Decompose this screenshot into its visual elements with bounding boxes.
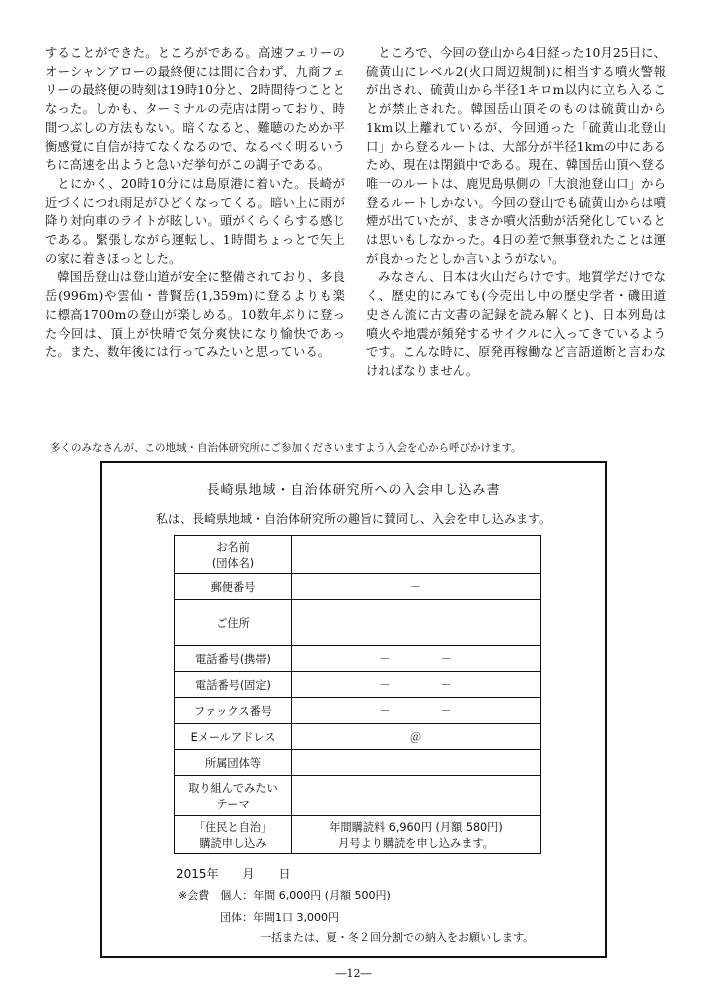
article-paragraph: とにかく、20時10分には島原港に着いた。長崎が近づくにつれ雨足がひどくなってくる。暗い上に雨が降り対向車のライトが眩しい。頭がくらくらする感じである。緊張しながら運転し、1時間ちょっとで矢上の家に着きほっとした。 <box>45 176 345 266</box>
affiliation-label: 所属団体等 <box>175 750 292 776</box>
theme-field[interactable] <box>292 776 541 816</box>
membership-call-to-action: 多くのみなさんが、この地域・自治体研究所にご参加くださいますよう入会を心から呼びかけます。 <box>50 442 522 454</box>
address-field[interactable] <box>292 600 541 646</box>
article-paragraph: 韓国岳登山は登山道が安全に整備されており、多良岳(996m)や雲仙・普賢岳(1,359m)に登るよりも楽に標高1700mの登山が楽しめる。10数年ぶりに登った今回は、頂上が快晴で気分爽快になり愉快であった。また、数年後には行ってみたいと思っている。 <box>45 270 345 360</box>
theme-label: 取り組んでみたい テーマ <box>175 776 292 816</box>
address-label: ご住所 <box>175 600 292 646</box>
postal-code-field[interactable]: － <box>292 574 541 600</box>
article-paragraph: することができた。ところがである。高速フェリーのオーシャンアローの最終便には間に合わず、九商フェリーの最終便の時刻は19時10分と、2時間待つこととなった。しかも、ターミナルの売店は閉っており、時間つぶしの方法もない。暗くなると、難聴のためか平衡感覚に自信が持てなくなるので、なるべく明るいうちに高速を出ようと急いだ挙句がこの調子である。 <box>45 46 345 173</box>
table-row <box>175 646 541 672</box>
article-paragraph: ところで、今回の登山から4日経った10月25日に、硫黄山にレベル2(火口周辺規制)に相当する噴火警報が出され、硫黄山から半径1キロm以内に立ち入ることが禁止された。韓国岳山頂そのものは硫黄山から1km以上離れているが、今回通った「硫黄山北登山口」から登るルートは、大部分が半径1kmの中にあるため、現在は閉鎖中である。現在、韓国岳山頂へ登る唯一のルートは、鹿児島県側の「大浪池登山口」から登るルートしかない。今回の登山でも硫黄山からは噴煙が出ていたが、まさか噴火活動が活発化しているとは思いもしなかった。4日の差で無事登れたことは運が良かったとしか言いようがない。 <box>366 46 666 266</box>
table-row <box>175 750 541 776</box>
fee-payment-note: 一括または、夏・冬２回分割での納入をお願いします。 <box>260 931 535 944</box>
application-table <box>174 535 541 854</box>
article-right-column <box>366 44 666 381</box>
article-left-column <box>45 44 345 362</box>
fax-label: ファックス番号 <box>175 698 292 724</box>
affiliation-field[interactable] <box>292 750 541 776</box>
table-row <box>175 574 541 600</box>
name-field[interactable] <box>292 536 541 574</box>
email-label: Eメールアドレス <box>175 724 292 750</box>
mobile-phone-field[interactable]: － － <box>292 646 541 672</box>
fee-individual: ※会費 個人：年間 6,000円 (月額 500円) <box>178 889 391 902</box>
form-title: 長崎県地域・自治体研究所への入会申し込み書 <box>206 483 501 498</box>
form-intro: 私は、長崎県地域・自治体研究所の趣旨に賛同し、入会を申し込みます。 <box>155 512 552 526</box>
application-date: 2015年 月 日 <box>176 867 291 881</box>
mobile-phone-label: 電話番号(携帯) <box>175 646 292 672</box>
landline-phone-label: 電話番号(固定) <box>175 672 292 698</box>
email-field[interactable]: ＠ <box>292 724 541 750</box>
fax-field[interactable]: － － <box>292 698 541 724</box>
table-row <box>175 600 541 646</box>
article-paragraph: みなさん、日本は火山だらけです。地質学だけでなく、歴史的にみても(今売出し中の歴史学者・磯田道史さん流に古文書の記録を読み解くと)、日本列島は噴火や地震が頻発するサイクルに入ってきているようです。こんな時に、原発再稼働など言語道断と言わなければなりません。 <box>366 270 666 378</box>
page-number: ―12― <box>335 967 372 980</box>
subscription-field[interactable]: 年間購読料 6,960円 (月額 580円) 月号より購読を申し込みます。 <box>292 816 541 854</box>
landline-phone-field[interactable]: － － <box>292 672 541 698</box>
membership-application-form <box>100 461 607 958</box>
table-row <box>175 724 541 750</box>
table-row <box>175 776 541 816</box>
fee-group: 団体：年間1口 3,000円 <box>220 911 339 924</box>
table-row <box>175 536 541 574</box>
table-row <box>175 816 541 854</box>
table-row <box>175 672 541 698</box>
table-row <box>175 698 541 724</box>
name-label: お名前 (団体名) <box>175 536 292 574</box>
subscription-label: 「住民と自治」 購読申し込み <box>175 816 292 854</box>
postal-code-label: 郵便番号 <box>175 574 292 600</box>
